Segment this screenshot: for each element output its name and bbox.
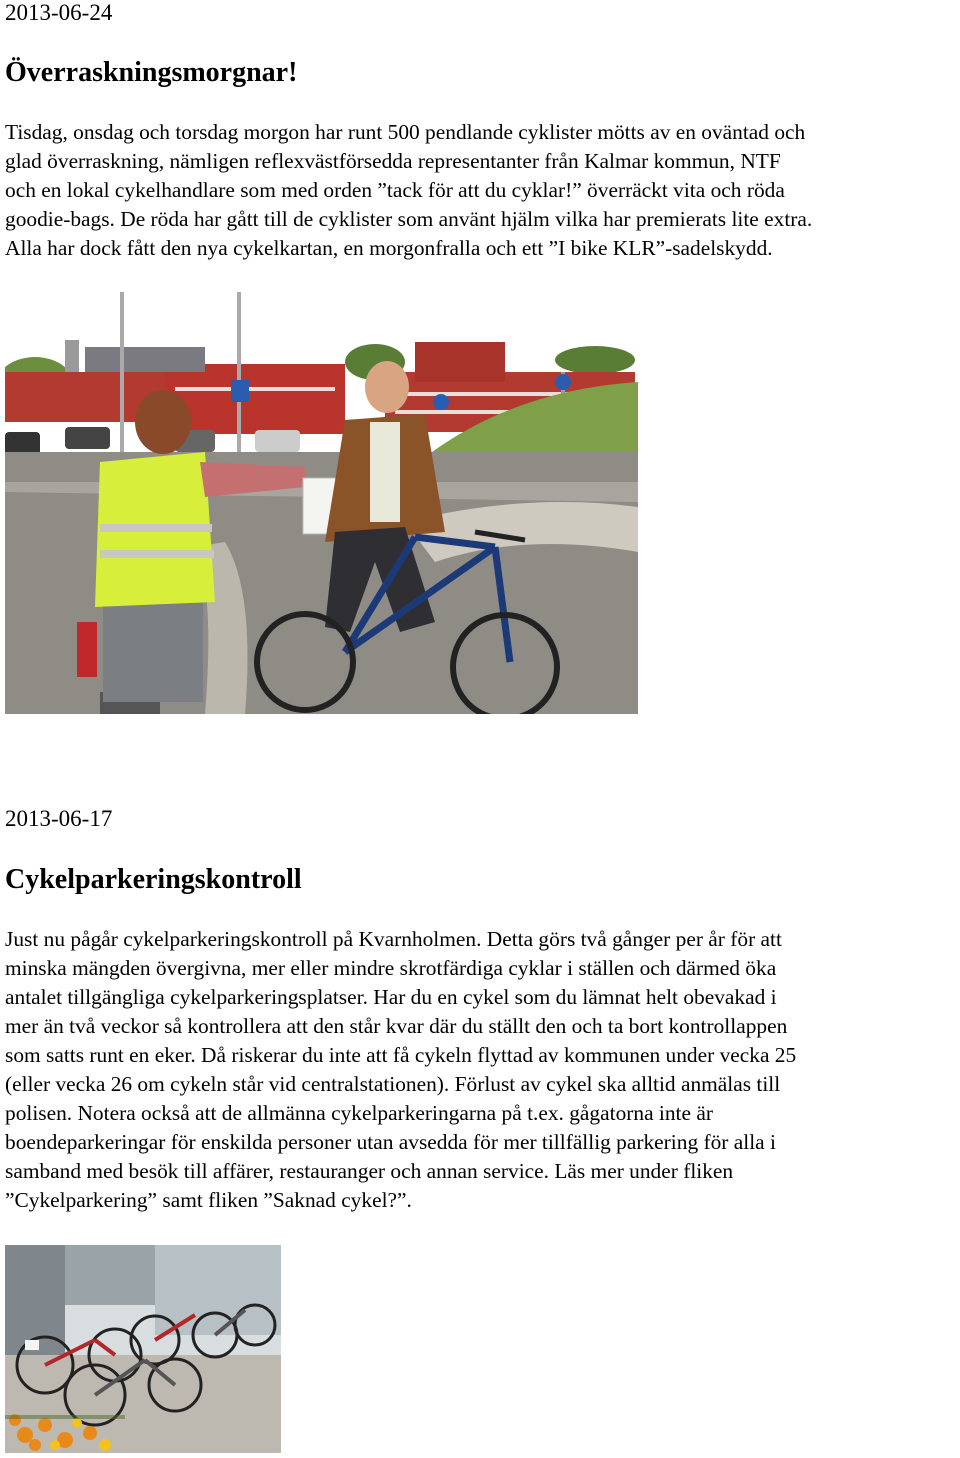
body-line: mer än två veckor så kontrollera att den står kvar där du ställt den och ta bort kontrollappen [5,1014,788,1038]
cyclist-greeting-photo [5,292,638,714]
bicycle-parking-photo [5,1245,281,1453]
body-line: Just nu pågår cykelparkeringskontroll på Kvarnholmen. Detta görs två gånger per år för att [5,927,782,951]
post-body [5,925,957,1215]
body-line: (eller vecka 26 om cykeln står vid centralstationen). Förlust av cykel ska alltid anmälas till [5,1072,781,1096]
body-line: ”Cykelparkering” samt fliken ”Saknad cykel?”. [5,1188,412,1212]
body-line: som satts runt en eker. Då riskerar du inte att få cykeln flyttad av kommunen under vecka 25 [5,1043,797,1067]
body-line: goodie-bags. De röda har gått till de cyklister som använt hjälm vilka har premierats lite extra. [5,207,813,231]
body-line: minska mängden övergivna, mer eller mindre skrotfärdiga cyklar i ställen och därmed öka [5,956,777,980]
body-line: Alla har dock fått den nya cykelkartan, en morgonfralla och ett ”I bike KLR”-sadelskydd. [5,236,773,260]
body-line: och en lokal cykelhandlare som med orden ”tack för att du cyklar!” överräckt vita och röda [5,178,785,202]
body-line: Tisdag, onsdag och torsdag morgon har runt 500 pendlande cyklister mötts av en oväntad och [5,120,806,144]
post-date: 2013-06-24 [5,0,113,25]
post-body [5,118,957,263]
post-title: Överraskningsmorgnar! [5,57,298,88]
post-title: Cykelparkeringskontroll [5,864,302,895]
body-line: samband med besök till affärer, restauranger och annan service. Läs mer under fliken [5,1159,734,1183]
body-line: polisen. Notera också att de allmänna cykelparkeringarna på t.ex. gågatorna inte är [5,1101,713,1125]
body-line: antalet tillgängliga cykelparkeringsplatser. Har du en cykel som du lämnat helt obevakad i [5,985,777,1009]
body-line: glad överraskning, nämligen reflexvästförsedda representanter från Kalmar kommun, NTF [5,149,781,173]
body-line: boendeparkeringar för enskilda personer utan avsedda för mer tillfällig parkering för alla i [5,1130,776,1154]
post-date: 2013-06-17 [5,806,113,831]
